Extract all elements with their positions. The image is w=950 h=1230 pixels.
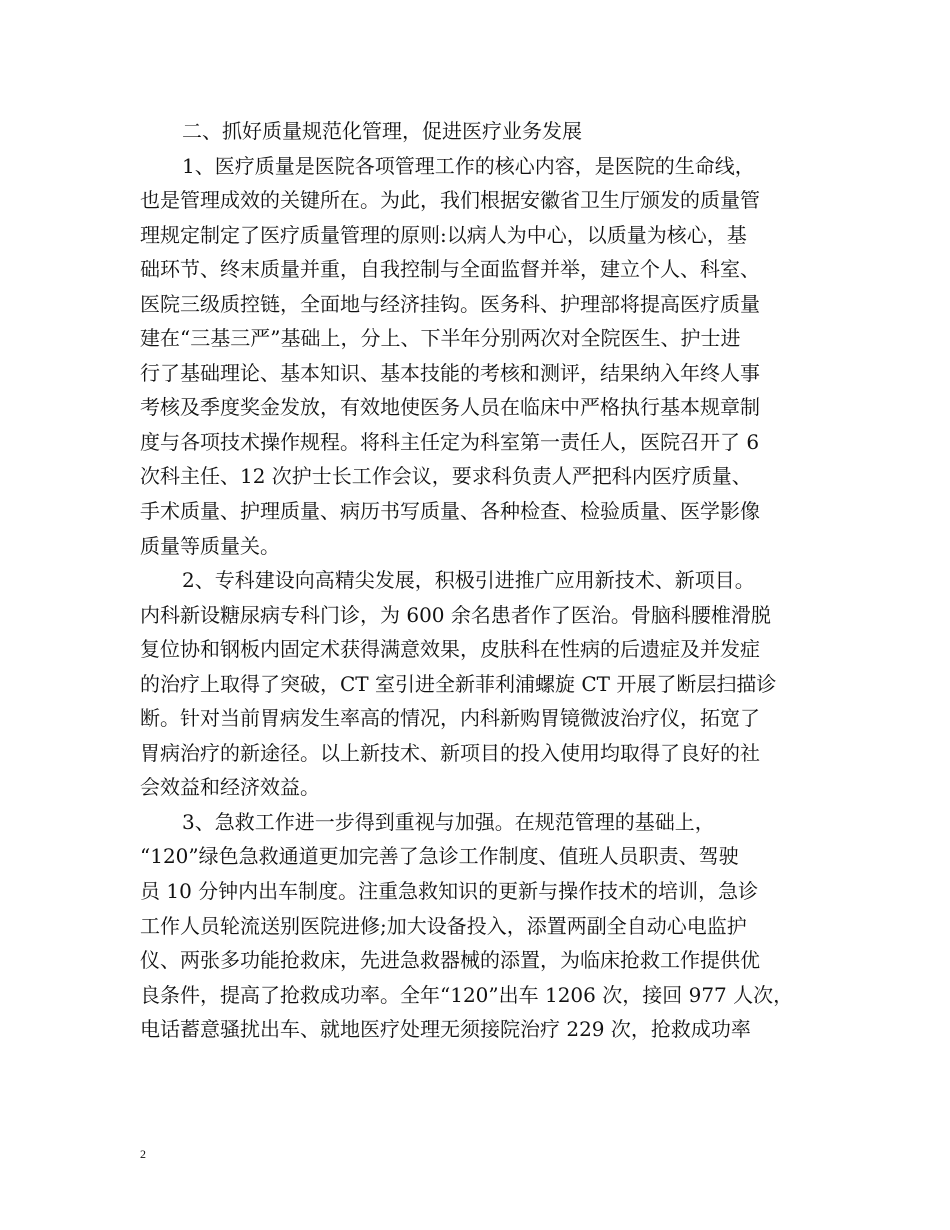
paragraph-line: 电话蓄意骚扰出车、就地医疗处理无须接院治疗 229 次，抢救成功率 <box>140 1017 751 1042</box>
paragraph-line: 医院三级质控链，全面地与经济挂钩。医务科、护理部将提高医疗质量 <box>140 291 760 316</box>
paragraph-line: 1、医疗质量是医院各项管理工作的核心内容，是医院的生命线， <box>182 153 755 178</box>
paragraph-line: 质量等质量关。 <box>140 533 280 558</box>
paragraph-line: 也是管理成效的关键所在。为此，我们根据安徽省卫生厅颁发的质量管 <box>140 188 760 213</box>
paragraph-line: 的治疗上取得了突破，CT 室引进全新菲利浦螺旋 CT 开展了断层扫描诊 <box>140 671 777 696</box>
paragraph-line: 手术质量、护理质量、病历书写质量、各种检查、检验质量、医学影像 <box>140 499 760 524</box>
paragraph-line: 度与各项技术操作规程。将科主任定为科室第一责任人，医院召开了 6 <box>140 429 760 454</box>
paragraph-line: 工作人员轮流送别医院进修;加大设备投入，添置两副全自动心电监护 <box>140 913 747 938</box>
paragraph-line: 3、急救工作进一步得到重视与加强。在规范管理的基础上， <box>182 809 715 834</box>
paragraph-line: “120”绿色急救通道更加完善了急诊工作制度、值班人员职责、驾驶 <box>140 844 739 869</box>
page-number: 2 <box>140 1147 146 1161</box>
paragraph-line: 会效益和经济效益。 <box>140 775 320 800</box>
paragraph-line: 复位协和钢板内固定术获得满意效果，皮肤科在性病的后遗症及并发症 <box>140 637 760 662</box>
section-heading: 二、抓好质量规范化管理，促进医疗业务发展 <box>182 119 582 143</box>
paragraph-line: 次科主任、12 次护士长工作会议，要求科负责人严把科内医疗质量、 <box>140 464 752 489</box>
paragraph-line: 员 10 分钟内出车制度。注重急救知识的更新与操作技术的培训，急诊 <box>140 879 759 904</box>
paragraph-line: 仪、两张多功能抢救床，先进急救器械的添置，为临床抢救工作提供优 <box>140 948 760 973</box>
document-body <box>140 114 816 1047</box>
paragraph-line: 良条件，提高了抢救成功率。全年“120”出车 1206 次，接回 977 人次， <box>140 982 794 1007</box>
paragraph-line: 理规定制定了医疗质量管理的原则:以病人为中心，以质量为核心，基 <box>140 222 747 247</box>
paragraph-line: 断。针对当前胃病发生率高的情况，内科新购胃镜微波治疗仪，拓宽了 <box>140 706 760 731</box>
paragraph-line: 行了基础理论、基本知识、基本技能的考核和测评，结果纳入年终人事 <box>140 360 760 385</box>
paragraph-line: 内科新设糖尿病专科门诊，为 600 余名患者作了医治。骨脑科腰椎滑脱 <box>140 602 771 627</box>
paragraph-line: 2、专科建设向高精尖发展，积极引进推广应用新技术、新项目。 <box>182 568 755 593</box>
paragraph-line: 础环节、终末质量并重，自我控制与全面监督并举，建立个人、科室、 <box>140 257 760 282</box>
paragraph-line: 考核及季度奖金发放，有效地使医务人员在临床中严格执行基本规章制 <box>140 395 760 420</box>
paragraph-line: 胃病治疗的新途径。以上新技术、新项目的投入使用均取得了良好的社 <box>140 740 760 765</box>
paragraph-line: 建在“三基三严”基础上，分上、下半年分别两次对全院医生、护士进 <box>140 326 741 351</box>
